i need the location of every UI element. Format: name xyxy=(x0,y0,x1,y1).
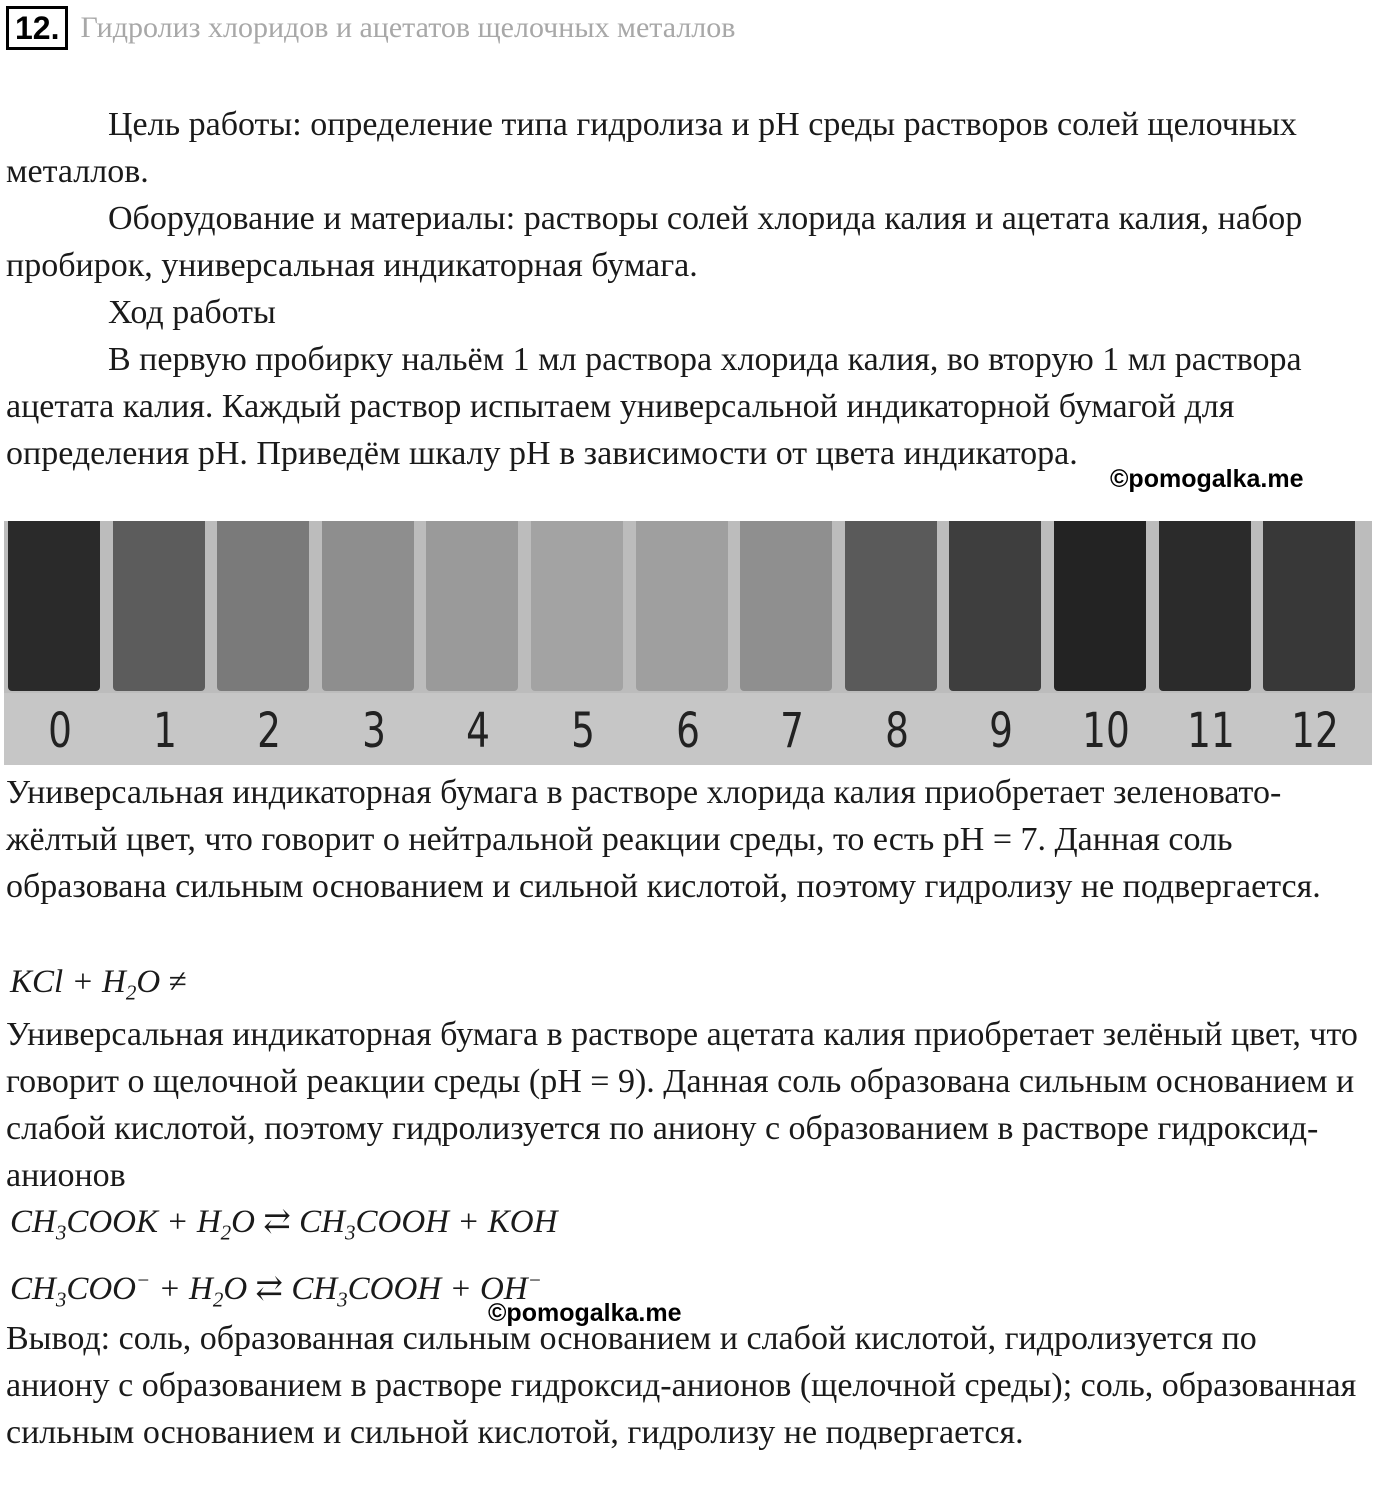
kcl-paragraph: Универсальная индикаторная бумага в растворе хлорида калия приобретает зеленовато-жёлтый цвет, что говорит о нейтральной реакции среды, то есть pH = 7. Данная соль образована сильным основанием и сильной кислотой, поэтому гидролизу не подвергается. xyxy=(6,774,1321,905)
eq-product: COOH xyxy=(347,1271,442,1307)
ph-label: 6 xyxy=(675,703,700,759)
ph-label: 0 xyxy=(48,703,72,759)
ph-swatch xyxy=(845,521,937,691)
ph-swatch xyxy=(322,521,414,691)
conclusion-paragraph: Вывод: соль, образованная сильным основанием и слабой кислотой, гидролизуется по аниону с образованием в растворе гидроксид-анионов (щелочной среды); соль, образованная сильным основанием и сильной кислотой, гидролизу не подвергается. xyxy=(6,1320,1357,1451)
eq-reactant: CH xyxy=(10,1271,56,1307)
ph-swatch xyxy=(8,521,100,691)
ph-label: 11 xyxy=(1186,703,1235,759)
ph-label: 12 xyxy=(1291,703,1340,759)
ph-color-scale-image xyxy=(4,521,1372,765)
ph-swatch xyxy=(1159,521,1251,691)
acetate-paragraph: Универсальная индикаторная бумага в растворе ацетата калия приобретает зелёный цвет, что говорит о щелочной реакции среды (pH = 9). Данная соль образована сильным основанием и слабой кислотой, поэтому гидролизуется по аниону с образованием в растворе гидроксид-анионов xyxy=(6,1016,1358,1194)
eq-charge: − xyxy=(527,1268,542,1292)
eq-reactant: H xyxy=(101,964,126,1000)
eq-product: OH xyxy=(479,1271,528,1307)
eq-reactant: KCl xyxy=(10,964,64,1000)
ph-swatch xyxy=(426,521,518,691)
procedure-paragraph: В первую пробирку нальём 1 мл раствора хлорида калия, во вторую 1 мл раствора ацетата калия. Каждый раствор испытаем универсальной индикаторной бумагой для определения pH. Приведём шкалу pH в зависимости от цвета индикатора. xyxy=(6,341,1302,472)
eq-reactant: H xyxy=(196,1204,221,1240)
eq-reactant: O xyxy=(231,1204,255,1240)
equipment-paragraph: Оборудование и материалы: растворы солей хлорида калия и ацетата калия, набор пробирок, универсальная индикаторная бумага. xyxy=(6,200,1303,284)
eq-not-equal-sign: ≠ xyxy=(168,964,187,1000)
eq-plus: + xyxy=(457,1204,480,1240)
eq-product: COOH xyxy=(355,1204,450,1240)
ph-swatch xyxy=(636,521,728,691)
ph-label: 1 xyxy=(152,703,177,759)
eq-subscript: 2 xyxy=(125,980,137,1005)
ph-swatch xyxy=(531,521,623,691)
eq-product: CH xyxy=(299,1204,345,1240)
acetate-molecular-equation xyxy=(10,1202,557,1253)
eq-reactant: H xyxy=(188,1271,213,1307)
ph-swatch xyxy=(217,521,309,691)
ph-swatch xyxy=(949,521,1041,691)
ph-label: 10 xyxy=(1082,703,1130,759)
eq-subscript: 2 xyxy=(220,1220,232,1245)
ph-label: 4 xyxy=(466,703,491,759)
eq-charge: − xyxy=(136,1268,151,1292)
ph-label: 8 xyxy=(884,703,909,759)
ph-swatch xyxy=(740,521,832,691)
eq-subscript: 2 xyxy=(212,1287,224,1312)
eq-subscript: 3 xyxy=(337,1287,348,1312)
eq-equilibrium-arrow: ⇄ xyxy=(263,1204,291,1240)
watermark-top: ©pomogalka.me xyxy=(1110,465,1304,493)
eq-subscript: 3 xyxy=(55,1287,67,1312)
acetate-ionic-equation xyxy=(10,1260,542,1320)
eq-plus: + xyxy=(158,1271,181,1307)
eq-equilibrium-arrow: ⇄ xyxy=(255,1271,284,1307)
kcl-equation xyxy=(10,962,187,1013)
eq-plus: + xyxy=(449,1271,472,1307)
eq-reactant: CH xyxy=(10,1204,56,1240)
exercise-title: Гидролиз хлоридов и ацетатов щелочных металлов xyxy=(80,11,736,44)
eq-reactant: O xyxy=(223,1271,248,1307)
procedure-heading: Ход работы xyxy=(108,294,276,331)
eq-reactant: COOK xyxy=(66,1204,159,1240)
eq-plus: + xyxy=(166,1204,189,1240)
ph-label: 3 xyxy=(361,703,386,759)
eq-product: KOH xyxy=(487,1204,558,1240)
exercise-number: 12. xyxy=(6,6,68,50)
goal-paragraph: Цель работы: определение типа гидролиза и pH среды растворов солей щелочных металлов. xyxy=(6,106,1297,190)
watermark-bottom: ©pomogalka.me xyxy=(488,1299,682,1327)
eq-reactant: COO xyxy=(66,1271,137,1307)
ph-swatch xyxy=(1054,521,1146,691)
eq-subscript: 3 xyxy=(55,1220,67,1245)
ph-label: 7 xyxy=(780,703,805,759)
eq-subscript: 3 xyxy=(345,1220,356,1245)
exercise-header xyxy=(6,6,735,50)
ph-swatch xyxy=(1263,521,1355,691)
eq-product: CH xyxy=(291,1271,338,1307)
ph-swatch xyxy=(113,521,205,691)
ph-label: 2 xyxy=(257,703,282,759)
eq-plus: + xyxy=(71,964,94,1000)
ph-label: 9 xyxy=(989,703,1014,759)
ph-label: 5 xyxy=(571,703,595,759)
eq-reactant: O xyxy=(136,964,161,1000)
